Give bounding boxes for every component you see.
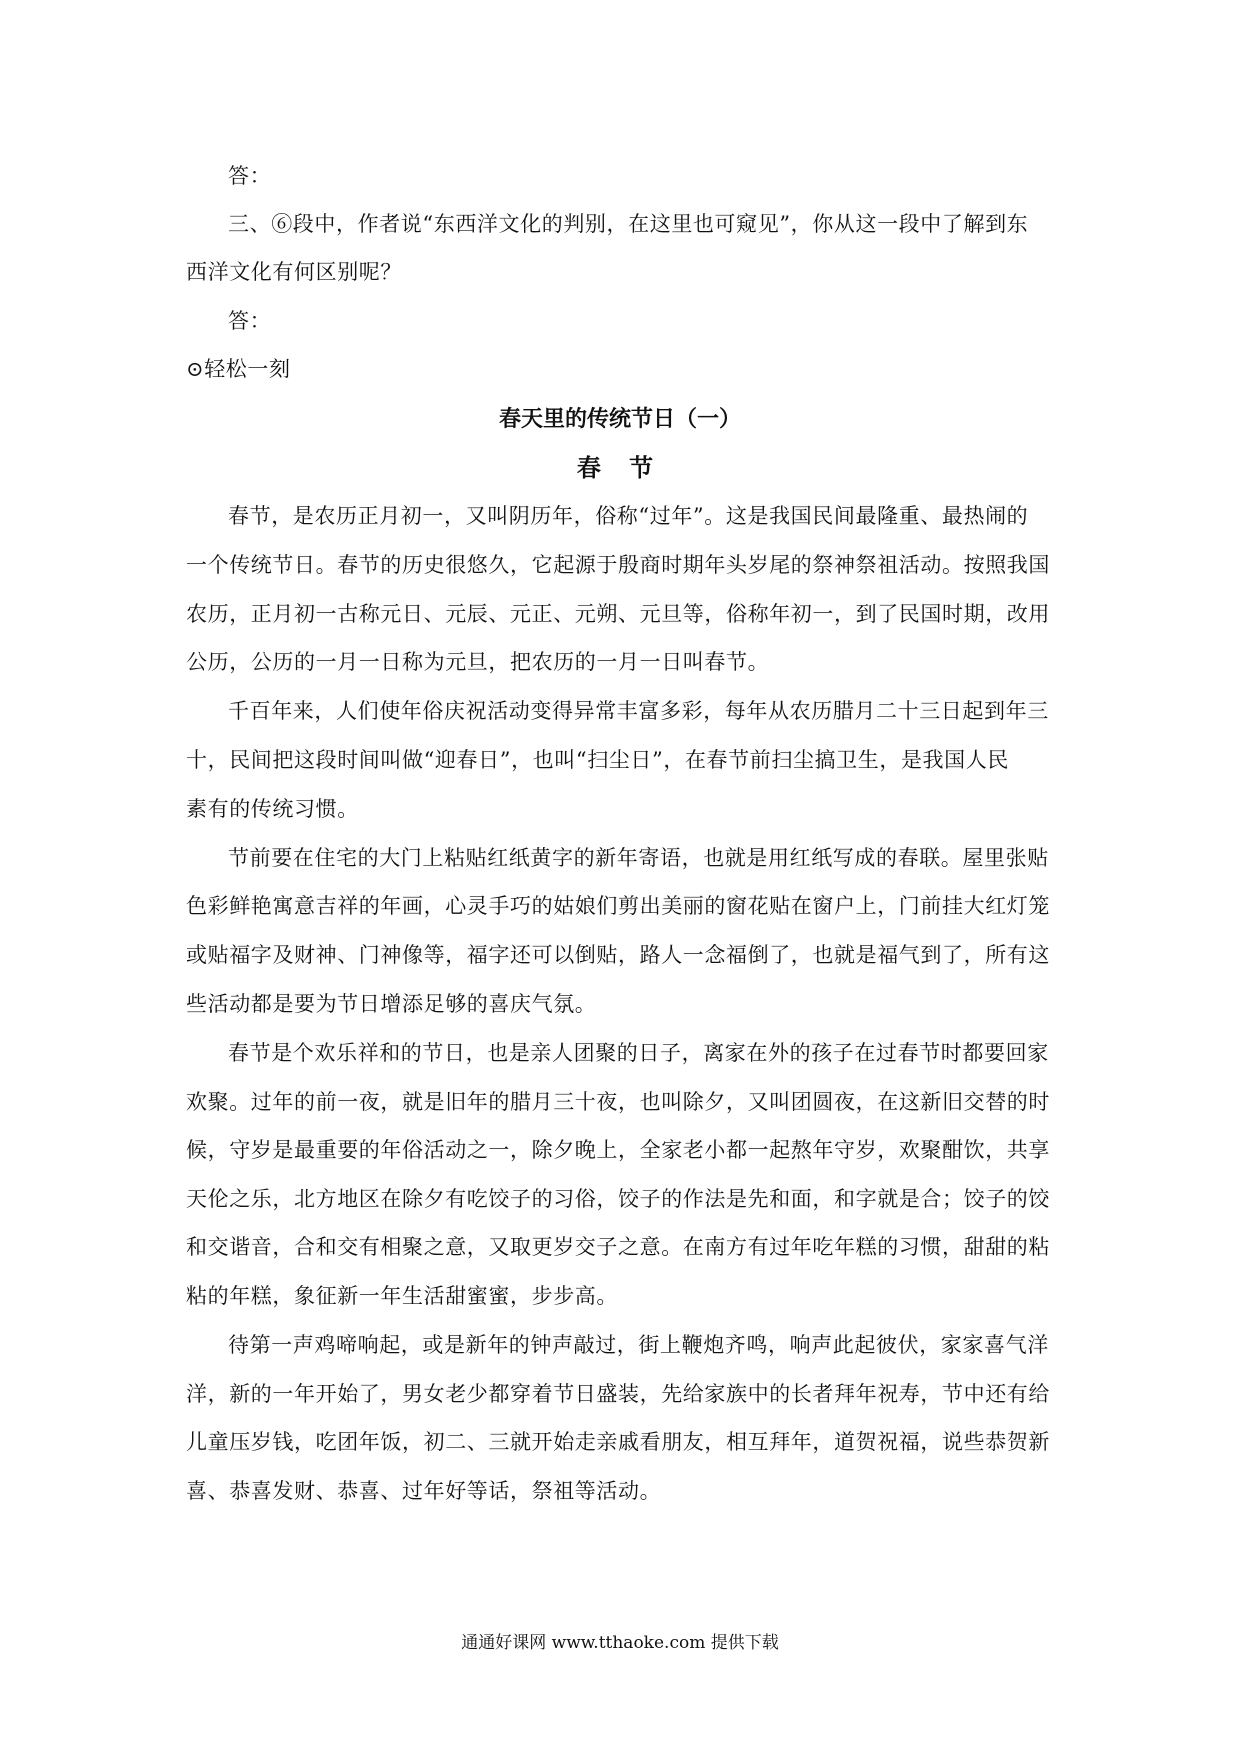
answer-label-1: 答： (228, 164, 272, 188)
article-title: 春天里的传统节日（一） (498, 406, 741, 432)
paragraph-5-line-3: 儿童压岁钱，吃团年饭，初二、三就开始走亲戚看朋友，相互拜年，道贺祝福，说些恭贺新 (186, 1430, 1050, 1454)
paragraph-5-line-1: 待第一声鸡啼响起，或是新年的钟声敲过，街上鞭炮齐鸣，响声此起彼伏，家家喜气洋 (228, 1333, 1049, 1357)
page-footer: 通通好课网 www.tthaoke.com 提供下载 (461, 1633, 779, 1653)
paragraph-1-line-1: 春节，是农历正月初一，又叫阴历年，俗称“过年”。这是我国民间最隆重、最热闹的 (228, 504, 1029, 528)
paragraph-4-line-4: 天伦之乐，北方地区在除夕有吃饺子的习俗，饺子的作法是先和面，和字就是合；饺子的饺 (186, 1187, 1050, 1211)
paragraph-2-line-1: 千百年来，人们使年俗庆祝活动变得异常丰富多彩，每年从农历腊月二十三日起到年三 (228, 699, 1049, 723)
paragraph-3-line-2: 色彩鲜艳寓意吉祥的年画，心灵手巧的姑娘们剪出美丽的窗花贴在窗户上，门前挂大红灯笼 (186, 894, 1050, 918)
paragraph-4-line-6: 粘的年糕，象征新一年生活甜蜜蜜，步步高。 (186, 1284, 618, 1308)
paragraph-5-line-4: 喜、恭喜发财、恭喜、过年好等话，祭祖等活动。 (186, 1479, 662, 1503)
paragraph-3-line-3: 或贴福字及财神、门神像等，福字还可以倒贴，路人一念福倒了，也就是福气到了，所有这 (186, 943, 1050, 967)
paragraph-4-line-5: 和交谐音，合和交有相聚之意，又取更岁交子之意。在南方有过年吃年糕的习惯，甜甜的粘 (186, 1235, 1050, 1259)
paragraph-5-line-2: 洋，新的一年开始了，男女老少都穿着节日盛装，先给家族中的长者拜年祝寿，节中还有给 (186, 1382, 1050, 1406)
paragraph-1-line-2: 一个传统节日。春节的历史很悠久，它起源于殷商时期年头岁尾的祭神祭祖活动。按照我国 (186, 553, 1050, 577)
relax-section-heading: ⊙轻松一刻 (186, 357, 291, 381)
question-3-line-1: 三、⑥段中，作者说“东西洋文化的判别，在这里也可窥见”，你从这一段中了解到东 (228, 212, 1029, 236)
paragraph-4-line-1: 春节是个欢乐祥和的节日，也是亲人团聚的日子，离家在外的孩子在过春节时都要回家 (228, 1041, 1049, 1065)
answer-label-2: 答： (228, 309, 272, 333)
paragraph-1-line-3: 农历，正月初一古称元日、元辰、元正、元朔、元旦等，俗称年初一，到了民国时期，改用 (186, 602, 1050, 626)
paragraph-1-line-4: 公历，公历的一月一日称为元旦，把农历的一月一日叫春节。 (186, 650, 770, 674)
paragraph-3-line-4: 些活动都是要为节日增添足够的喜庆气氛。 (186, 992, 597, 1016)
paragraph-2-line-2: 十，民间把这段时间叫做“迎春日”，也叫“扫尘日”，在春节前扫尘搞卫生，是我国人民 (186, 748, 1009, 772)
paragraph-3-line-1: 节前要在住宅的大门上粘贴红纸黄字的新年寄语，也就是用红纸写成的春联。屋里张贴 (228, 846, 1049, 870)
paragraph-4-line-2: 欢聚。过年的前一夜，就是旧年的腊月三十夜，也叫除夕，又叫团圆夜，在这新旧交替的时 (186, 1090, 1050, 1114)
article-subtitle: 春 节 (576, 453, 664, 482)
paragraph-4-line-3: 候，守岁是最重要的年俗活动之一，除夕晚上，全家老小都一起熬年守岁，欢聚酣饮，共享 (186, 1138, 1050, 1162)
question-3-line-2: 西洋文化有何区别呢？ (186, 260, 402, 284)
paragraph-2-line-3: 素有的传统习惯。 (186, 797, 359, 821)
